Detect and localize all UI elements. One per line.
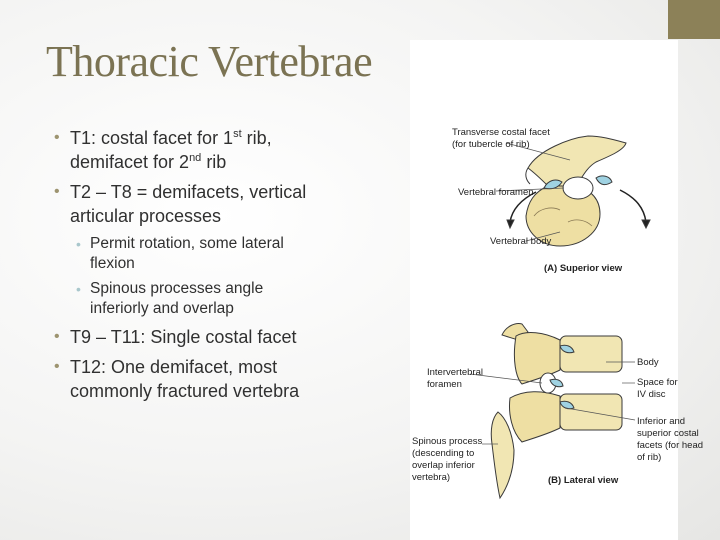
label-spinous-line-3: overlap inferior: [412, 460, 475, 471]
label-transverse-costal-facet-sub: (for tubercle of rib): [452, 139, 530, 150]
superscript-nd: nd: [189, 152, 202, 164]
label-intervertebral-foramen: foramen: [427, 379, 462, 390]
superscript-st: st: [233, 128, 242, 140]
label-spinous-line-2: (descending to: [412, 448, 475, 459]
label-intervertebral: Intervertebral: [427, 367, 483, 378]
bullet-t2-t8-text: T2 – T8 = demifacets, vertical articular processes: [70, 182, 307, 226]
caption-superior-view: (A) Superior view: [544, 263, 623, 274]
label-facets-4: of rib): [637, 452, 662, 463]
label-iv-disc: IV disc: [637, 389, 666, 400]
caption-lateral-view: (B) Lateral view: [548, 475, 619, 486]
bullet-t12: • T12: One demifacet, most commonly fractured vertebra: [46, 355, 314, 403]
label-facets-3: facets (for head: [637, 440, 704, 451]
label-spinous-line-4: vertebra): [412, 472, 451, 483]
bullet-t1-text-3: rib: [201, 152, 227, 172]
bullet-list: [46, 126, 314, 409]
label-vertebral-body-superior: Vertebral body: [490, 236, 552, 247]
sub-bullet-spinous: • Spinous processes angle inferiorly and overlap: [70, 279, 314, 319]
corner-accent-block: [668, 0, 720, 39]
label-transverse-costal-facet: Transverse costal facet: [452, 127, 550, 138]
label-vertebral-foramen: Vertebral foramen: [458, 187, 534, 198]
label-facets-1: Inferior and: [637, 416, 686, 427]
label-spinous-process: Spinous process: [412, 436, 483, 447]
bullet-t2-t8: [46, 180, 314, 319]
bullet-t9-t11: • T9 – T11: Single costal facet: [46, 325, 314, 349]
bullet-t1-text: T1: costal facet for 1: [70, 128, 234, 148]
vertebrae-illustration: [410, 40, 704, 540]
anatomy-figure: [410, 40, 704, 540]
lateral-view-drawing: [470, 323, 635, 498]
label-space-for: Space for: [637, 377, 678, 388]
sub-bullet-list: [70, 234, 314, 319]
sub-bullet-rotation: • Permit rotation, some lateral flexion: [70, 234, 314, 274]
bullet-t1: [46, 126, 314, 174]
label-body-lateral: Body: [637, 357, 659, 368]
label-facets-2: superior costal: [637, 428, 699, 439]
bullet-t1-text-2: rib, demifacet for 2: [70, 128, 272, 172]
slide-title: Thoracic Vertebrae: [46, 37, 373, 86]
